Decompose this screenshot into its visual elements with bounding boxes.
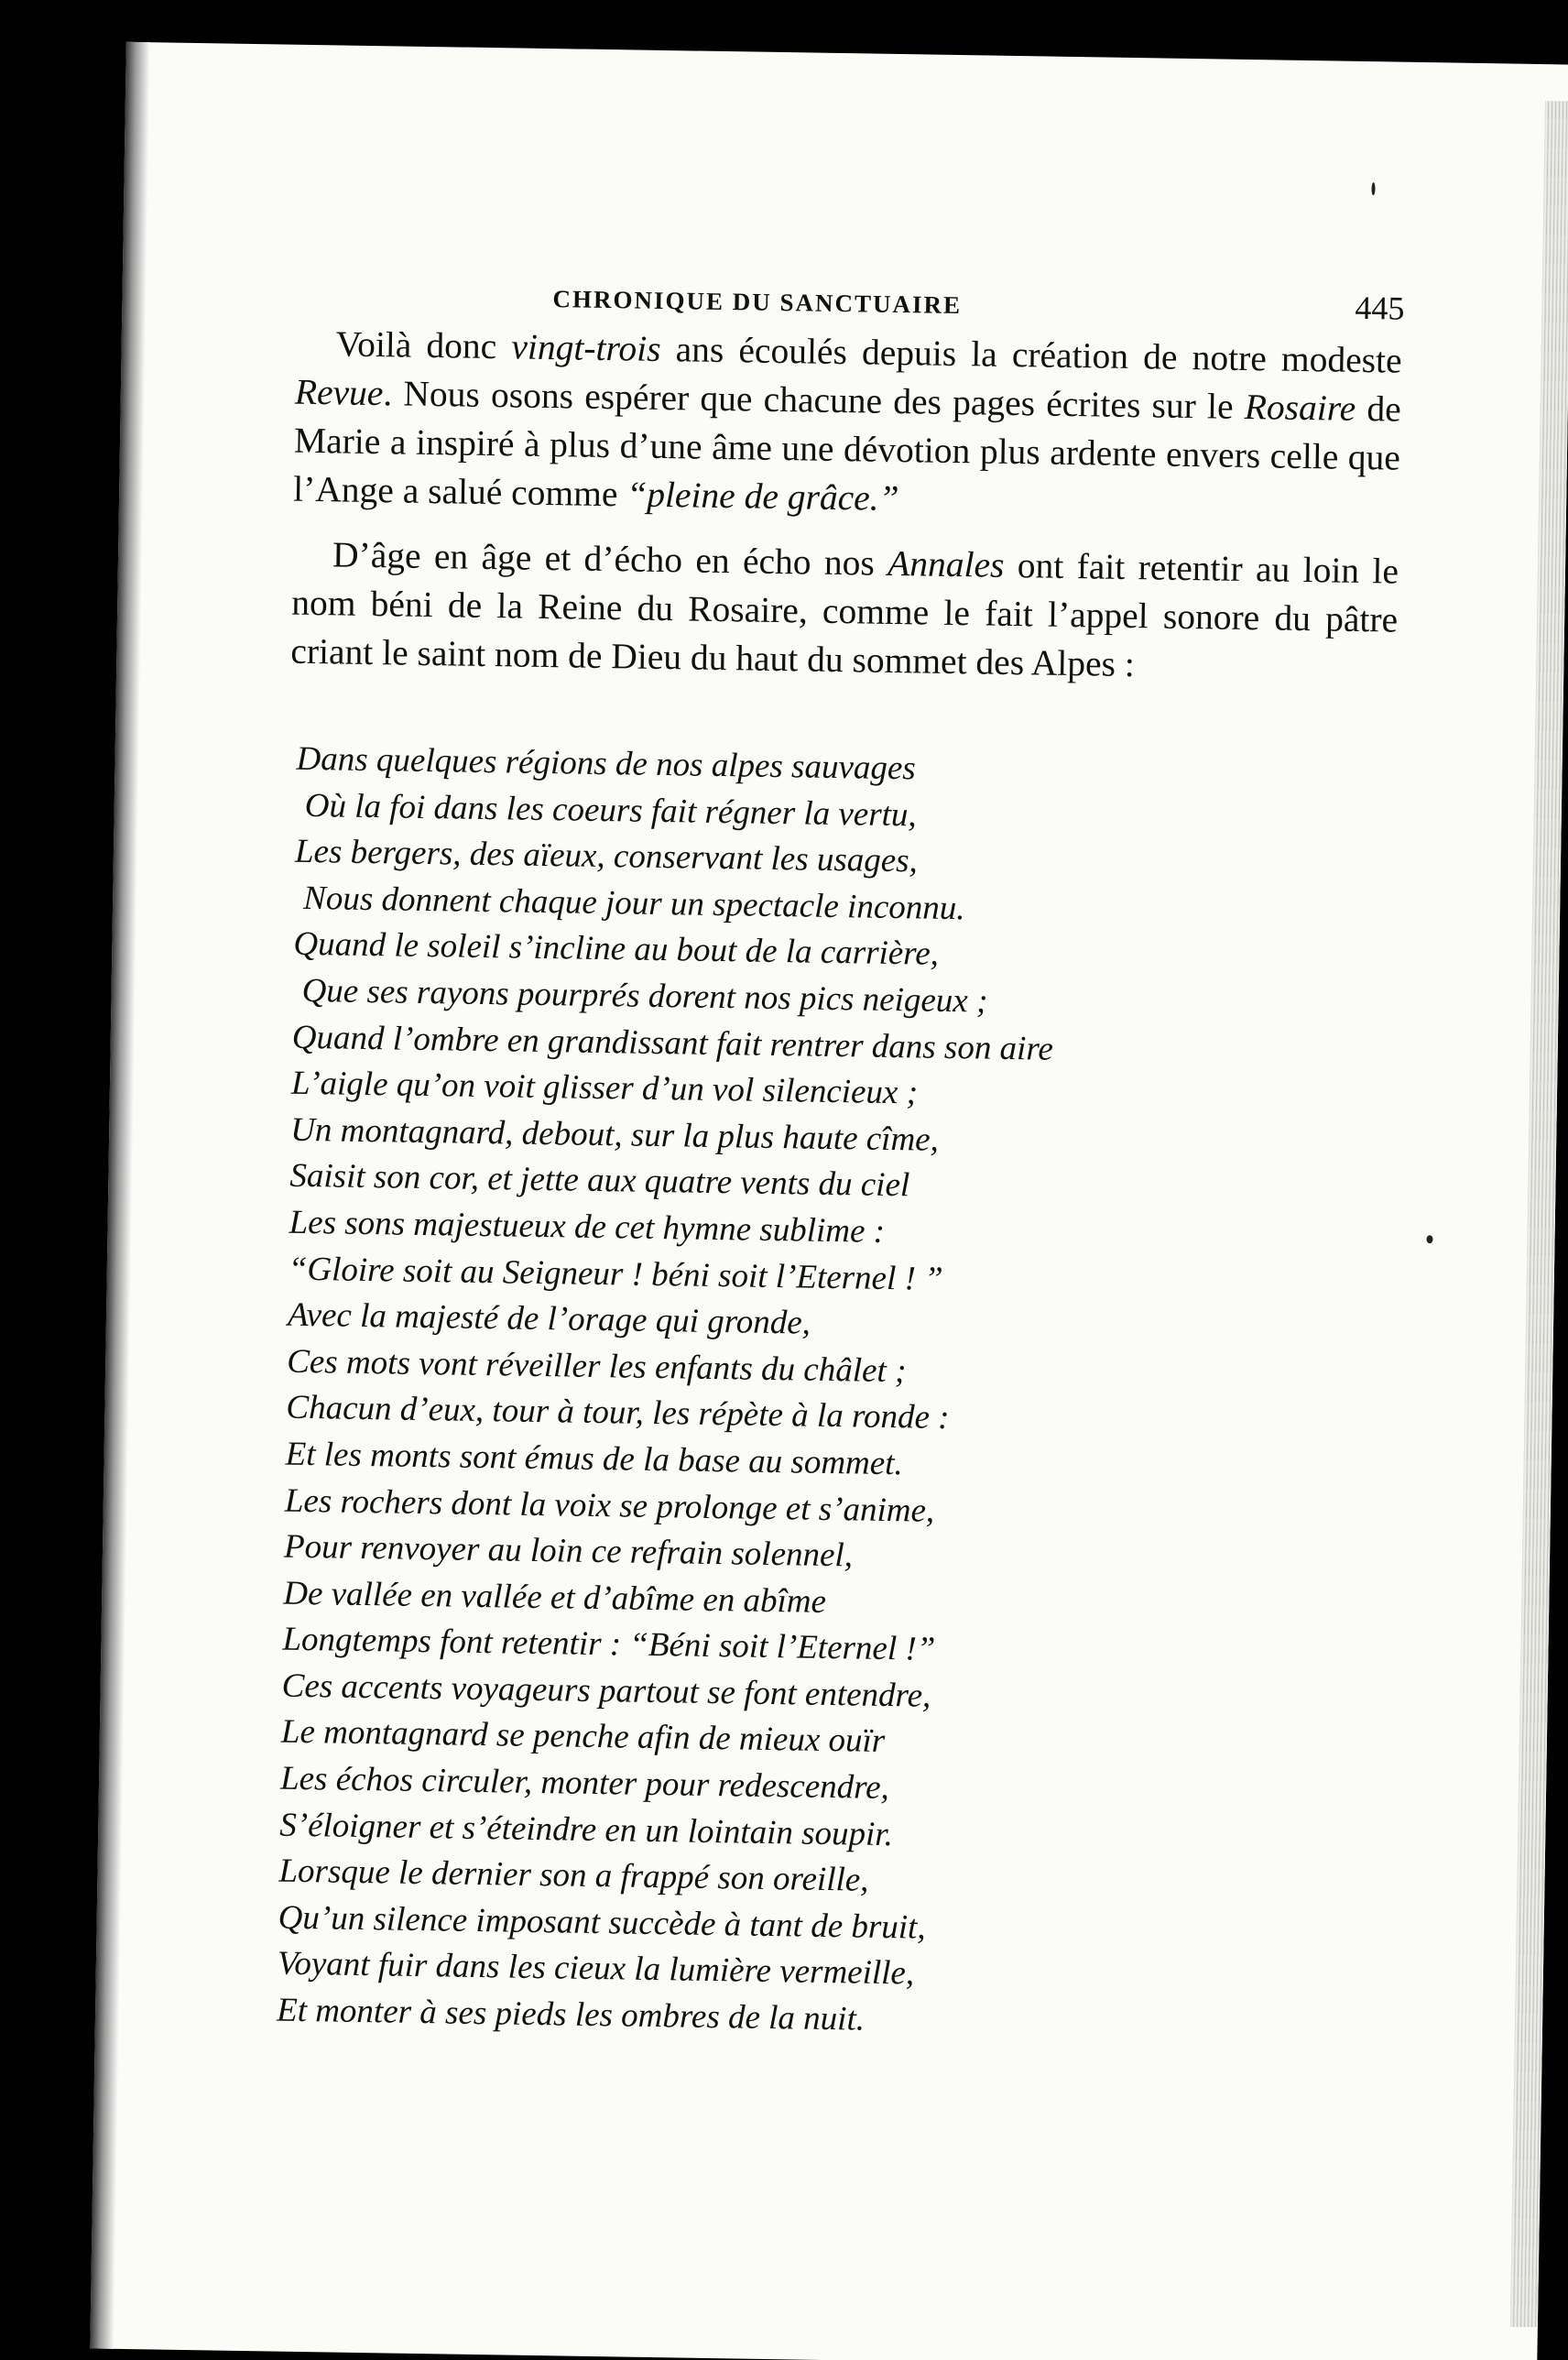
poem-verse: Les rochers dont la voix se prolonge et s’anime, [284, 1481, 935, 1530]
poem [269, 737, 1396, 2051]
running-title: CHRONIQUE DU SANCTUAIRE [552, 285, 963, 320]
prose-section [290, 320, 1402, 694]
poem-verse: Avec la majesté de l’orage qui gronde, [287, 1295, 811, 1342]
text-run: ans écoulés depuis la création de notre modeste [660, 328, 1402, 381]
spine-shadow [90, 42, 150, 2349]
poem-verse: Un montagnard, debout, sur la plus haute cîme, [289, 1110, 940, 1159]
poem-verse: Les échos circuler, monter pour redescendre, [279, 1759, 890, 1808]
poem-verse: Ces accents voyageurs partout se font entendre, [281, 1666, 931, 1715]
poem-verse: Qu’un silence imposant succède à tant de bruit, [278, 1898, 926, 1947]
italic-text: vingt-trois [511, 326, 661, 369]
italic-text: “pleine de grâce.” [626, 474, 899, 519]
poem-verse: Pour renvoyer au loin ce refrain solennel, [283, 1527, 854, 1575]
text-run: ont fait retentir au loin le nom béni de la Reine du Rosaire, comme le fait l’appel sonore du pâtre criant le saint nom de Dieu du haut du sommet des Alpes : [290, 544, 1399, 685]
text-run: Voilà donc [335, 323, 512, 367]
poem-verse: Et monter à ses pieds les ombres de la nuit. [276, 1991, 866, 2038]
ink-speck [1371, 182, 1375, 195]
poem-verse: Les bergers, des aïeux, conservant les usages, [294, 832, 919, 880]
poem-verse: De vallée en vallée et d’abîme en abîme [282, 1574, 827, 1621]
page-number: 445 [1355, 289, 1405, 327]
poem-verse: Saisit son cor, et jette aux quatre vents du ciel [289, 1157, 910, 1205]
poem-verse: Voyant fuir dans les cieux la lumière vermeille, [277, 1945, 915, 1993]
text-run: de Marie a inspiré à plus d’une âme une dévotion plus ardente envers celle que l’Ange a salué comme [292, 388, 1402, 515]
ink-speck [1426, 1235, 1432, 1243]
page-body [269, 320, 1402, 2051]
poem-verse: Quand le soleil s’incline au bout de la carrière, [293, 925, 940, 974]
poem-verse: Nous donnent chaque jour un spectacle inconnu. [302, 879, 965, 928]
poem-verse: Ces mots vont réveiller les enfants du châlet ; [286, 1342, 907, 1391]
poem-verse: Et les monts sont émus de la base au sommet. [285, 1435, 904, 1483]
book-page [90, 42, 1568, 2360]
poem-verse: Longtemps font retentir : “Béni soit l’Eternel !” [282, 1620, 936, 1669]
text-run: D’âge en âge et d’écho en écho nos [332, 534, 888, 584]
poem-verse: L’aigle qu’on voit glisser d’un vol silencieux ; [290, 1064, 919, 1112]
poem-verse: Quand l’ombre en grandissant fait rentrer dans son aire [291, 1018, 1054, 1068]
italic-text: Rosaire [1244, 386, 1356, 429]
italic-text: Annales [887, 542, 1005, 585]
italic-text: Revue [294, 371, 384, 414]
poem-verse: Que ses rayons pourprés dorent nos pics neigeux ; [301, 971, 988, 1021]
poem-verse: Où la foi dans les coeurs fait régner la vertu, [304, 786, 918, 834]
poem-verse: S’éloigner et s’éteindre en un lointain soupir. [279, 1806, 894, 1853]
poem-verse: Lorsque le dernier son a frappé son oreille, [278, 1852, 869, 1899]
page-edges [1510, 101, 1568, 2327]
poem-verse: “Gloire soit au Seigneur ! béni soit l’Eternel ! ” [288, 1250, 944, 1298]
text-run: . Nous osons espérer que chacune des pages écrites sur le [383, 373, 1246, 427]
poem-verse: Les sons majestueux de cet hymne sublime : [289, 1203, 886, 1251]
paragraph [290, 530, 1399, 694]
poem-verse: Chacun d’eux, tour à tour, les répète à la ronde : [286, 1388, 950, 1437]
poem-verse: Le montagnard se penche afin de mieux ouïr [280, 1713, 886, 1761]
poem-verse: Dans quelques régions de nos alpes sauvages [296, 739, 917, 788]
paragraph [293, 320, 1402, 531]
